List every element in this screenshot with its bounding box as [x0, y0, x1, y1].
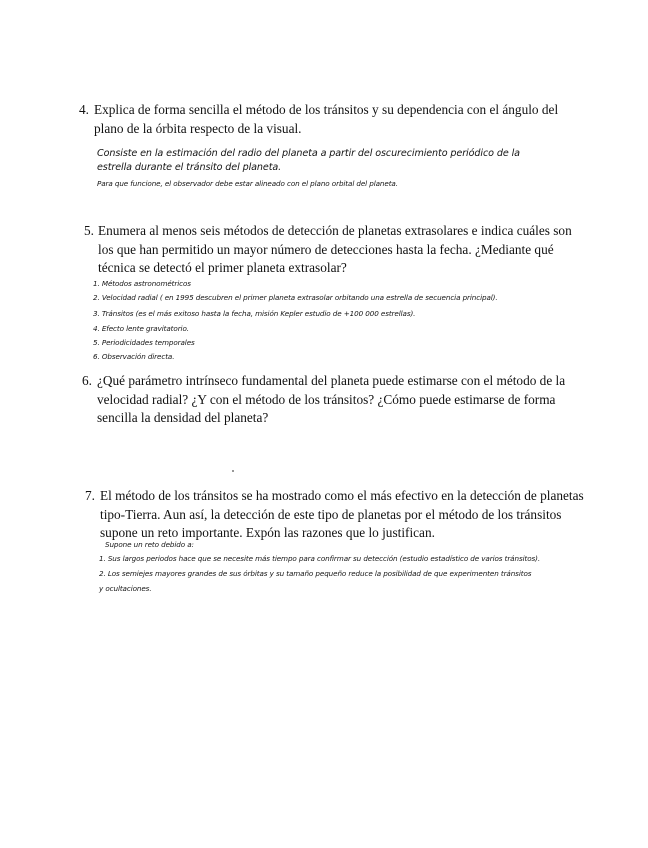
answer-5-line-4: 4. Efecto lente gravitatorio. — [93, 324, 189, 333]
answer-5-line-6: 6. Observación directa. — [93, 352, 175, 361]
answer-5-line-5: 5. Periodicidades temporales — [93, 338, 195, 347]
question-5 — [84, 222, 584, 278]
answer-7-line-4: y ocultaciones. — [99, 584, 152, 593]
answer-7-line-1: Supone un reto debido a: — [105, 540, 194, 549]
answer-7-line-2: 1. Sus largos periodos hace que se necesite más tiempo para confirmar su detección (estudio estadístico de varios tránsitos). — [99, 554, 541, 563]
answer-5-line-2: 2. Velocidad radial ( en 1995 descubren el primer planeta extrasolar orbitando una estrella de secuencia principal). — [93, 293, 498, 302]
question-7-text: El método de los tránsitos se ha mostrado como el más efectivo en la detección de planetas tipo-Tierra. Aun así, la detección de este tipo de planetas por el método de los tránsitos supone un reto importante. Expón las razones que lo justifican. — [100, 488, 584, 540]
answer-4-line-2: estrella durante el tránsito del planeta. — [97, 162, 282, 173]
answer-5-line-1: 1. Métodos astronométricos — [93, 279, 191, 288]
question-7 — [85, 487, 587, 543]
answer-4-line-1: Consiste en la estimación del radio del planeta a partir del oscurecimiento periódico de la — [97, 148, 520, 159]
question-5-text: Enumera al menos seis métodos de detección de planetas extrasolares e indica cuáles son los que han permitido un mayor número de detecciones hasta la fecha. ¿Mediante qué técnica se detectó el primer planeta extrasolar? — [98, 223, 572, 275]
answer-7-line-3: 2. Los semiejes mayores grandes de sus órbitas y su tamaño pequeño reduce la posibilidad de que experimenten tránsitos — [99, 569, 532, 578]
question-7-number: 7. — [85, 488, 95, 503]
question-4-text: Explica de forma sencilla el método de los tránsitos y su dependencia con el ángulo del plano de la órbita respecto de la visual. — [94, 102, 559, 136]
stray-dot — [232, 470, 234, 472]
question-6 — [82, 372, 587, 428]
question-4 — [79, 101, 589, 138]
question-6-number: 6. — [82, 373, 92, 388]
question-4-number: 4. — [79, 102, 89, 117]
question-6-text: ¿Qué parámetro intrínseco fundamental del planeta puede estimarse con el método de la velocidad radial? ¿Y con el método de los tránsitos? ¿Cómo puede estimarse de forma sencilla la densidad del planeta? — [97, 373, 566, 425]
answer-4-line-3: Para que funcione, el observador debe estar alineado con el plano orbital del planeta. — [97, 179, 398, 188]
question-5-number: 5. — [84, 223, 94, 238]
answer-5-line-3: 3. Tránsitos (es el más exitoso hasta la fecha, misión Kepler estudio de +100 000 estrellas). — [93, 309, 416, 318]
